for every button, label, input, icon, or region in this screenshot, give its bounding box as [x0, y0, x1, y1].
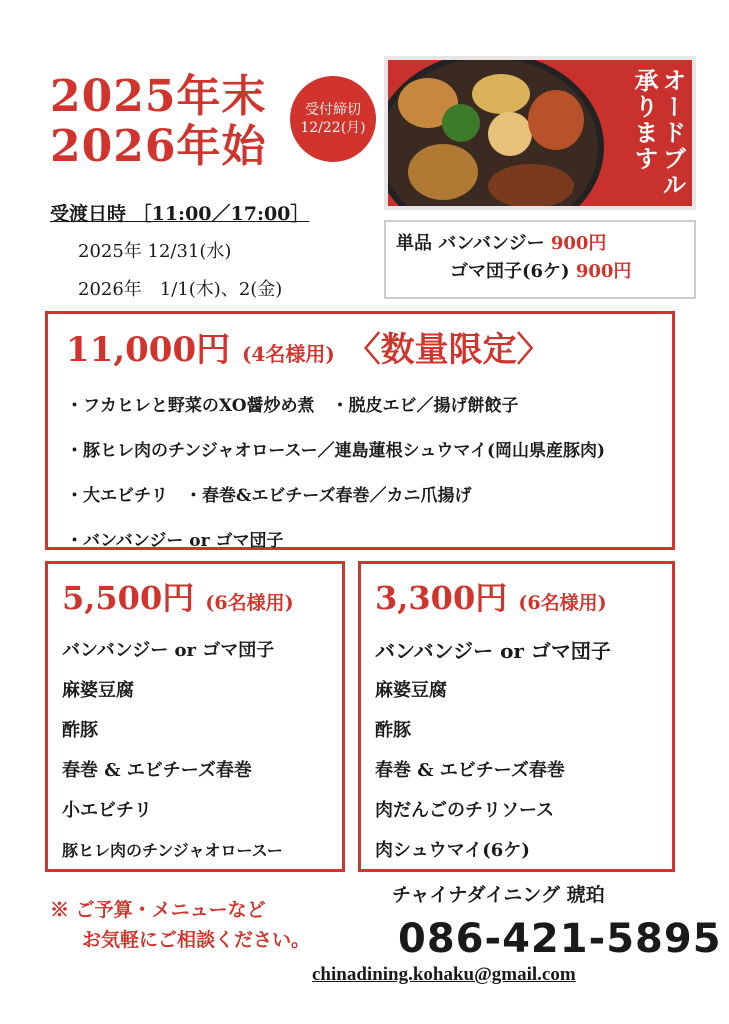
course-11000-header — [66, 328, 654, 376]
deadline-badge — [290, 76, 376, 162]
menu-item: 豚ヒレ肉のチンジャオロースー — [62, 841, 283, 860]
course-3300-header — [375, 576, 658, 625]
note-line1: ※ ご予算・メニューなど — [50, 899, 266, 921]
food-item — [442, 104, 480, 142]
menu-item: ・大エビチリ ・春巻&エビチーズ春巻／カニ爪揚げ — [66, 486, 472, 506]
deadline-label: 受付締切 — [305, 102, 361, 118]
page-title — [50, 72, 266, 172]
course-price: 5,500円 — [62, 579, 195, 617]
menu-item: 酢豚 — [375, 720, 411, 741]
course-5500-header — [62, 576, 328, 625]
hors-doeuvre-photo — [384, 56, 696, 210]
single-items-box — [384, 220, 696, 299]
title-line2: 2026年始 — [50, 121, 267, 172]
food-item — [488, 112, 532, 156]
single-label: 単品 — [396, 233, 432, 254]
course-11000-menu — [66, 384, 654, 564]
phone-number[interactable]: 086-421-5895 — [398, 916, 722, 962]
consultation-note — [50, 895, 310, 955]
course-price: 3,300円 — [375, 579, 508, 617]
menu-item: 麻婆豆腐 — [62, 680, 134, 701]
menu-item: 肉だんごのチリソース — [375, 800, 555, 821]
menu-item: ・バンバンジー or ゴマ団子 — [66, 531, 284, 551]
single-item-row — [396, 230, 684, 258]
food-item — [408, 144, 478, 200]
pickup-heading: 受渡日時 ［11:00／17:00］ — [50, 203, 310, 225]
food-item — [528, 90, 584, 150]
single-item-price: 900円 — [575, 261, 632, 282]
course-3300-box — [358, 561, 675, 872]
course-5500-menu — [62, 631, 328, 871]
pickup-date-row: 2025年 12/31(水) — [78, 241, 232, 262]
menu-item: 春巻 & エビチーズ春巻 — [375, 760, 565, 781]
course-persons: (6名様用) — [205, 592, 294, 614]
course-11000-box — [45, 311, 675, 550]
food-item — [472, 74, 530, 114]
pickup-date-row: 2026年 1/1(木)、2(金) — [78, 279, 283, 300]
menu-item: 酢豚 — [62, 720, 98, 741]
shop-name: チャイナダイニング 琥珀 — [392, 884, 605, 906]
course-3300-menu — [375, 631, 658, 871]
single-item-row — [396, 258, 684, 286]
pickup-schedule — [50, 195, 309, 309]
title-line1: 2025年末 — [50, 71, 267, 122]
email-link[interactable]: chinadining.kohaku@gmail.com — [312, 964, 576, 985]
course-price: 11,000円 — [66, 330, 231, 370]
menu-item: 肉シュウマイ(6ケ) — [375, 840, 530, 861]
course-persons: (6名様用) — [518, 592, 607, 614]
note-line2: お気軽にご相談ください。 — [82, 929, 311, 951]
single-item-price: 900円 — [550, 233, 607, 254]
course-persons: (4名様用) — [241, 342, 335, 366]
menu-item: 麻婆豆腐 — [375, 680, 447, 701]
menu-item: バンバンジー or ゴマ団子 — [62, 640, 275, 661]
deadline-date: 12/22(月) — [300, 120, 366, 136]
food-item — [488, 164, 574, 208]
single-item-name: ゴマ団子(6ケ) — [450, 261, 570, 282]
single-item-name: バンバンジー — [438, 233, 545, 254]
menu-item: 春巻 & エビチーズ春巻 — [62, 760, 252, 781]
menu-item: バンバンジー or ゴマ団子 — [375, 639, 611, 663]
limited-quantity-label: 〈数量限定〉 — [346, 330, 551, 370]
course-5500-box — [45, 561, 345, 872]
menu-item: ・フカヒレと野菜のXO醤炒め煮 ・脱皮エビ／揚げ餅餃子 — [66, 396, 519, 416]
menu-item: 小エビチリ — [62, 800, 152, 821]
photo-caption: オードブル承ります — [630, 68, 687, 198]
menu-item: ・豚ヒレ肉のチンジャオロースー／連島蓮根シュウマイ(岡山県産豚肉) — [66, 441, 606, 461]
